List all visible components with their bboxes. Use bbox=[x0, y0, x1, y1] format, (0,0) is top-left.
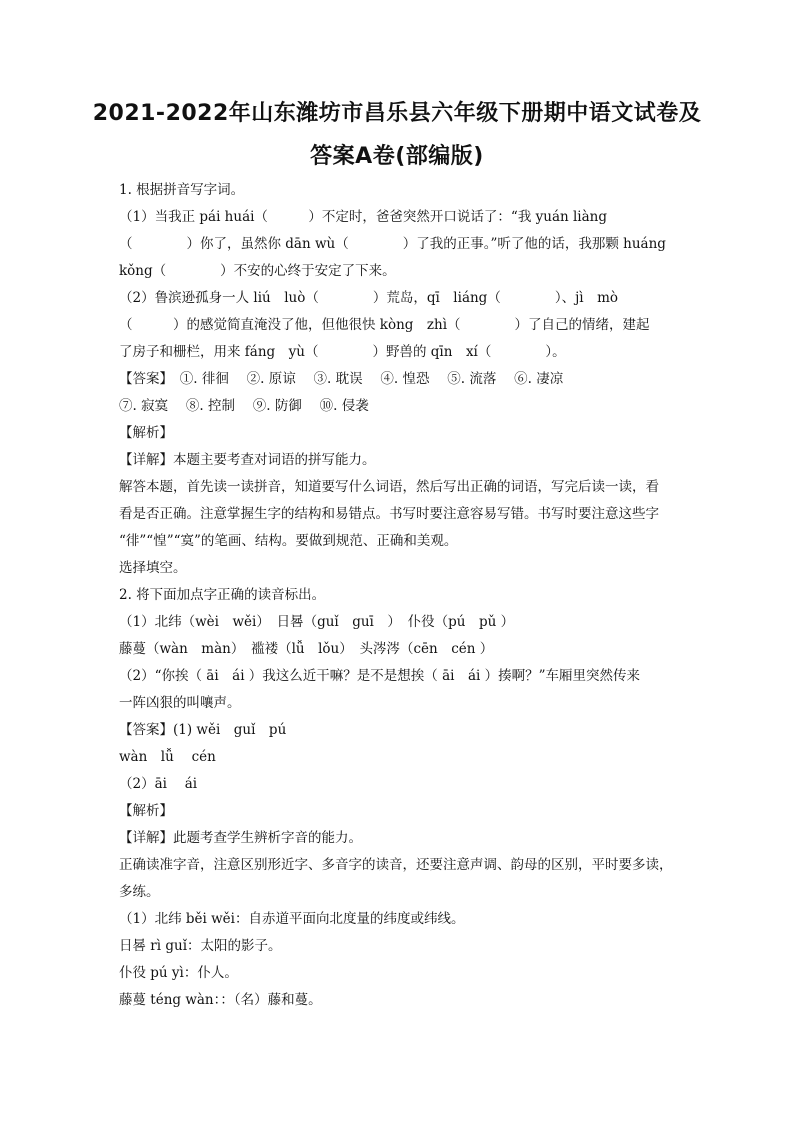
explanation-line: 解答本题，首先读一读拼音，知道要写什么词语，然后写出正确的词语，写完后读一读，看 bbox=[119, 479, 659, 495]
question-2-text: 藤蔓（wàn màn） 褴褛（lǚ lǒu） 头涔涔（cēn cén ） bbox=[119, 641, 494, 657]
answer-line: （2）āi ái bbox=[119, 776, 198, 792]
explanation-line: 多练。 bbox=[119, 884, 160, 900]
explanation-line: “徘”“惶”“寞”的笔画、结构。要做到规范、正确和美观。 bbox=[119, 533, 458, 549]
question-2-text: 一阵凶狠的叫嚷声。 bbox=[119, 695, 241, 711]
question-2-heading: 2. 将下面加点字正确的读音标出。 bbox=[119, 587, 326, 603]
question-1-text: （1）当我正 pái huái（ ）不定时，爸爸突然开口说话了：“我 yuán liàng bbox=[119, 209, 608, 225]
explanation-line: 选择填空。 bbox=[119, 560, 187, 576]
answer-line: ⑦. 寂寞 ⑧. 控制 ⑨. 防御 ⑩. 侵袭 bbox=[119, 398, 369, 414]
question-1-text: kǒng（ ）不安的心终于安定了下来。 bbox=[119, 263, 396, 279]
document-title-line-1: 2021-2022年山东潍坊市昌乐县六年级下册期中语文试卷及 bbox=[92, 101, 702, 126]
analysis-heading: 【解析】 bbox=[119, 803, 173, 819]
question-1-heading: 1. 根据拼音写字词。 bbox=[119, 182, 245, 198]
explanation-line: 藤蔓 téng wàn：：（名）藤和蔓。 bbox=[119, 992, 322, 1008]
explanation-line: 日晷 rì guǐ：太阳的影子。 bbox=[119, 938, 282, 954]
explanation-line: （1）北纬 běi wěi：自赤道平面向北度量的纬度或纬线。 bbox=[119, 911, 465, 927]
explanation-line: 正确读准字音，注意区别形近字、多音字的读音，还要注意声调、韵母的区别，平时要多读， bbox=[119, 857, 673, 873]
answer-line: 【答案】 ①. 徘徊 ②. 原谅 ③. 耽误 ④. 惶恐 ⑤. 流落 ⑥. 凄凉 bbox=[119, 371, 564, 387]
question-1-text: （ ）你了，虽然你 dān wù（ ）了我的正事。”听了他的话，我那颗 huáng bbox=[119, 236, 666, 252]
question-2-text: （2）“你挨（ āi ái ）我这么近干嘛？是不是想挨（ āi ái ）揍啊？”车厢里突然传来 bbox=[119, 668, 641, 684]
answer-line: 【答案】(1) wěi guǐ pú bbox=[119, 722, 287, 738]
detail-line: 【详解】此题考查学生辨析字音的能力。 bbox=[119, 830, 362, 846]
explanation-line: 看是否正确。注意掌握生字的结构和易错点。书写时要注意容易写错。书写时要注意这些字 bbox=[119, 506, 659, 522]
document-title-line-2: 答案A卷(部编版) bbox=[310, 144, 484, 169]
answer-line: wàn lǚ cén bbox=[119, 749, 216, 765]
question-2-text: （1）北纬（wèi wěi） 日晷（guǐ guī ） 仆役（pú pǔ ） bbox=[119, 614, 515, 630]
document-body bbox=[119, 177, 679, 1014]
explanation-line: 仆役 pú yì：仆人。 bbox=[119, 965, 238, 981]
detail-line: 【详解】本题主要考查对词语的拼写能力。 bbox=[119, 452, 376, 468]
question-1-text: （ ）的感觉简直淹没了他，但他很快 kòng zhì（ ）了自己的情绪，建起 bbox=[119, 317, 650, 333]
analysis-heading: 【解析】 bbox=[119, 425, 173, 441]
question-1-text: 了房子和栅栏，用来 fáng yù（ ）野兽的 qīn xí（ ）。 bbox=[119, 344, 566, 360]
question-1-text: （2）鲁滨逊孤身一人 liú luò（ ）荒岛，qī liáng（ ）、jì mò bbox=[119, 290, 619, 306]
